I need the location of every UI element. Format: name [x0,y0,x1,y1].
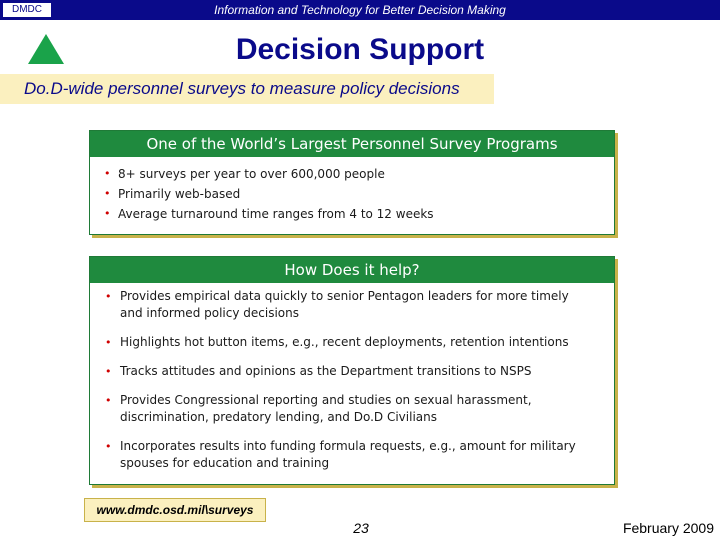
list-item-text: Tracks attitudes and opinions as the Department transitions to NSPS [120,364,532,378]
list-item-text: Provides empirical data quickly to senior Pentagon leaders for more timely and informed policy decisions [120,289,569,320]
surveys-url-link[interactable]: www.dmdc.osd.mil\surveys [84,498,266,522]
page-number: 23 [353,520,369,536]
how-it-helps-list [90,283,614,472]
dmdc-label: DMDC [2,2,52,18]
list-item [105,334,594,351]
list-item-text: Highlights hot button items, e.g., recent deployments, retention intentions [120,335,569,349]
bullet-icon: • [105,290,112,303]
bullet-icon: • [104,187,111,200]
page-title: Decision Support [235,33,485,66]
bullet-icon: • [104,167,111,180]
bullet-icon: • [105,365,112,378]
header-tagline: Information and Technology for Better Decision Making [214,3,506,17]
survey-program-list [90,157,614,224]
list-item-text: 8+ surveys per year to over 600,000 people [118,167,385,181]
subtitle: Do.D-wide personnel surveys to measure policy decisions [24,79,460,98]
list-item [105,288,594,322]
survey-program-panel [89,130,615,235]
list-item [104,204,614,224]
bullet-icon: • [105,336,112,349]
bullet-icon: • [105,394,112,407]
how-it-helps-panel [89,256,615,485]
list-item [104,184,614,204]
list-item [105,392,594,426]
footer-date: February 2009 [622,520,714,536]
bullet-icon: • [104,207,111,220]
survey-program-heading: One of the World’s Largest Personnel Survey Programs [90,131,614,157]
list-item [105,438,594,472]
list-item [105,363,594,380]
list-item-text: Provides Congressional reporting and studies on sexual harassment, discrimination, predatory lending, and Do.D Civilians [120,393,532,424]
list-item-text: Average turnaround time ranges from 4 to 12 weeks [118,207,434,221]
bullet-icon: • [105,440,112,453]
list-item-text: Incorporates results into funding formula requests, e.g., amount for military spouses for education and training [120,439,576,470]
list-item-text: Primarily web-based [118,187,241,201]
list-item [104,164,614,184]
how-it-helps-heading: How Does it help? [90,257,614,283]
